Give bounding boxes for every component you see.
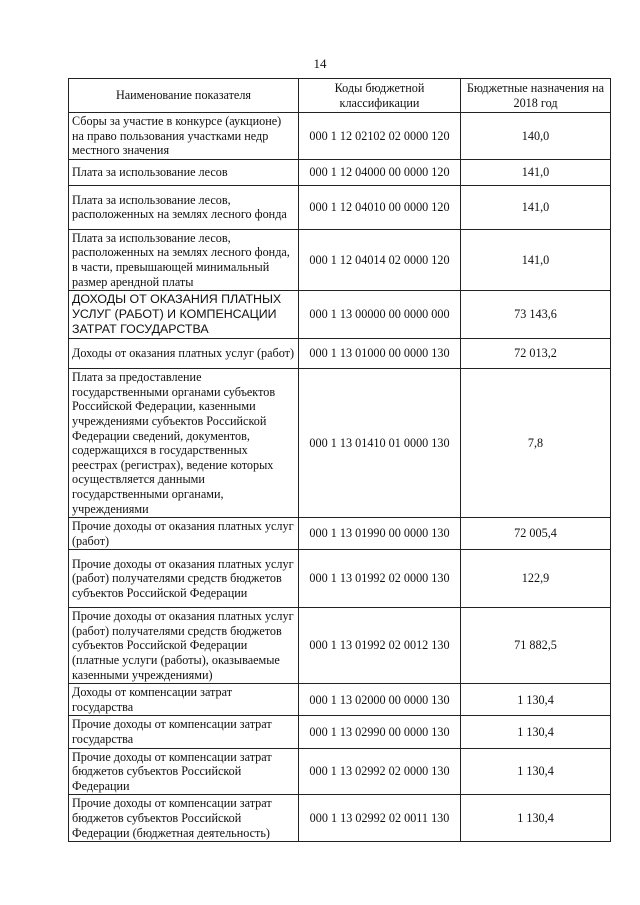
row-code: 000 1 12 04014 02 0000 120 bbox=[299, 229, 461, 290]
header-name: Наименование показателя bbox=[69, 79, 299, 113]
table-body bbox=[69, 113, 611, 842]
row-name: Доходы от оказания платных услуг (работ) bbox=[69, 339, 299, 369]
table-row bbox=[69, 159, 611, 185]
row-code: 000 1 12 02102 02 0000 120 bbox=[299, 113, 461, 160]
table-row bbox=[69, 339, 611, 369]
table-row bbox=[69, 185, 611, 229]
row-amount: 71 882,5 bbox=[461, 608, 611, 684]
header-row bbox=[69, 79, 611, 113]
row-amount: 7,8 bbox=[461, 369, 611, 518]
row-name: Плата за использование лесов, расположенных на землях лесного фонда bbox=[69, 185, 299, 229]
table-row bbox=[69, 291, 611, 339]
table-row bbox=[69, 518, 611, 550]
table-row bbox=[69, 113, 611, 160]
row-amount: 122,9 bbox=[461, 550, 611, 608]
row-amount: 1 130,4 bbox=[461, 684, 611, 716]
row-name: Прочие доходы от оказания платных услуг (работ) bbox=[69, 518, 299, 550]
table-row bbox=[69, 369, 611, 518]
row-code: 000 1 12 04000 00 0000 120 bbox=[299, 159, 461, 185]
row-amount: 141,0 bbox=[461, 185, 611, 229]
row-code: 000 1 13 02000 00 0000 130 bbox=[299, 684, 461, 716]
table-row bbox=[69, 229, 611, 290]
row-name: ДОХОДЫ ОТ ОКАЗАНИЯ ПЛАТНЫХ УСЛУГ (РАБОТ) И КОМПЕНСАЦИИ ЗАТРАТ ГОСУДАРСТВА bbox=[69, 291, 299, 339]
budget-table bbox=[68, 78, 611, 842]
header-code: Коды бюджетной классификации bbox=[299, 79, 461, 113]
table-row bbox=[69, 748, 611, 795]
row-amount: 1 130,4 bbox=[461, 716, 611, 748]
table-header bbox=[69, 79, 611, 113]
row-amount: 72 013,2 bbox=[461, 339, 611, 369]
row-name: Плата за предоставление государственными органами субъектов Российской Федерации, казенными учреждениями субъектов Российской Федерации сведений, документов, содержащихся в государственных реестрах (регистрах), ведение которых осуществляется данными государственными органами, учреждениями bbox=[69, 369, 299, 518]
row-code: 000 1 13 01992 02 0012 130 bbox=[299, 608, 461, 684]
row-name: Прочие доходы от компенсации затрат бюджетов субъектов Российской Федерации bbox=[69, 748, 299, 795]
row-name: Плата за использование лесов bbox=[69, 159, 299, 185]
row-amount: 1 130,4 bbox=[461, 748, 611, 795]
row-code: 000 1 13 01992 02 0000 130 bbox=[299, 550, 461, 608]
row-code: 000 1 13 01410 01 0000 130 bbox=[299, 369, 461, 518]
row-amount: 141,0 bbox=[461, 159, 611, 185]
row-amount: 140,0 bbox=[461, 113, 611, 160]
table-row bbox=[69, 795, 611, 842]
row-code: 000 1 13 01990 00 0000 130 bbox=[299, 518, 461, 550]
row-code: 000 1 13 02992 02 0011 130 bbox=[299, 795, 461, 842]
row-code: 000 1 13 02992 02 0000 130 bbox=[299, 748, 461, 795]
row-amount: 73 143,6 bbox=[461, 291, 611, 339]
row-name: Прочие доходы от компенсации затрат государства bbox=[69, 716, 299, 748]
row-name: Доходы от компенсации затрат государства bbox=[69, 684, 299, 716]
table-row bbox=[69, 684, 611, 716]
row-name: Прочие доходы от оказания платных услуг (работ) получателями средств бюджетов субъектов Российской Федерации (платные услуги (работы), оказываемые казенными учреждениями) bbox=[69, 608, 299, 684]
row-name: Сборы за участие в конкурсе (аукционе) на право пользования участками недр местного значения bbox=[69, 113, 299, 160]
row-name: Прочие доходы от компенсации затрат бюджетов субъектов Российской Федерации (бюджетная деятельность) bbox=[69, 795, 299, 842]
row-name: Прочие доходы от оказания платных услуг (работ) получателями средств бюджетов субъектов Российской Федерации bbox=[69, 550, 299, 608]
table-row bbox=[69, 550, 611, 608]
table-row bbox=[69, 608, 611, 684]
row-code: 000 1 13 01000 00 0000 130 bbox=[299, 339, 461, 369]
row-amount: 141,0 bbox=[461, 229, 611, 290]
row-code: 000 1 12 04010 00 0000 120 bbox=[299, 185, 461, 229]
row-name: Плата за использование лесов, расположенных на землях лесного фонда, в части, превышающей минимальный размер арендной платы bbox=[69, 229, 299, 290]
header-amount: Бюджетные назначения на 2018 год bbox=[461, 79, 611, 113]
row-code: 000 1 13 00000 00 0000 000 bbox=[299, 291, 461, 339]
row-code: 000 1 13 02990 00 0000 130 bbox=[299, 716, 461, 748]
row-amount: 1 130,4 bbox=[461, 795, 611, 842]
page-number: 14 bbox=[313, 56, 327, 71]
table-row bbox=[69, 716, 611, 748]
row-amount: 72 005,4 bbox=[461, 518, 611, 550]
